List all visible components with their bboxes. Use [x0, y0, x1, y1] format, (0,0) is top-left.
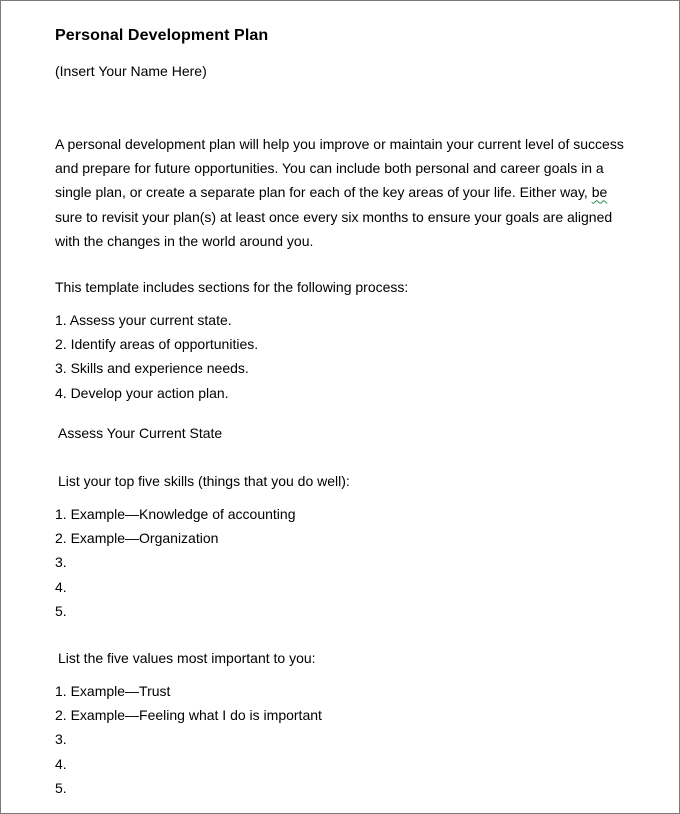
intro-text-part-1: A personal development plan will help you improve or maintain your current level of success and prepare for future opportunities. You can include both personal and career goals in a single plan, or create a separate plan for each of the key areas of your life. Either way,	[55, 136, 624, 201]
list-item: 1. Example—Trust	[55, 683, 171, 699]
list-item: 2. Example—Organization	[55, 530, 219, 547]
list-item: 2. Example—Feeling what I do is important	[55, 707, 322, 724]
document-title: Personal Development Plan	[55, 27, 269, 44]
intro-text-part-2: sure to revisit your plan(s) at least once every six months to ensure your goals are aligned with the changes in the world around you.	[55, 208, 613, 249]
skills-intro: List your top five skills (things that you do well):	[58, 473, 350, 489]
intro-paragraph	[55, 132, 635, 253]
list-item: 1. Example—Knowledge of accounting	[55, 506, 296, 522]
list-item: 3.	[55, 554, 67, 571]
process-intro: This template includes sections for the following process:	[55, 279, 409, 295]
list-item: 2. Identify areas of opportunities.	[55, 336, 259, 353]
values-list	[55, 679, 322, 800]
list-item: 5.	[55, 779, 67, 796]
values-intro: List the five values most important to you:	[58, 650, 316, 666]
list-item: 5.	[55, 602, 67, 619]
list-item: 1. Assess your current state.	[55, 312, 232, 328]
list-item: 4.	[55, 755, 67, 772]
list-item: 4. Develop your action plan.	[55, 384, 229, 401]
name-placeholder: (Insert Your Name Here)	[55, 63, 207, 79]
list-item: 3.	[55, 731, 67, 748]
spell-check-flagged-word: be	[591, 184, 608, 201]
list-item: 4.	[55, 578, 67, 595]
section-heading: Assess Your Current State	[58, 425, 223, 441]
process-list	[55, 308, 258, 405]
list-item: 3. Skills and experience needs.	[55, 360, 249, 377]
skills-list	[55, 502, 295, 623]
